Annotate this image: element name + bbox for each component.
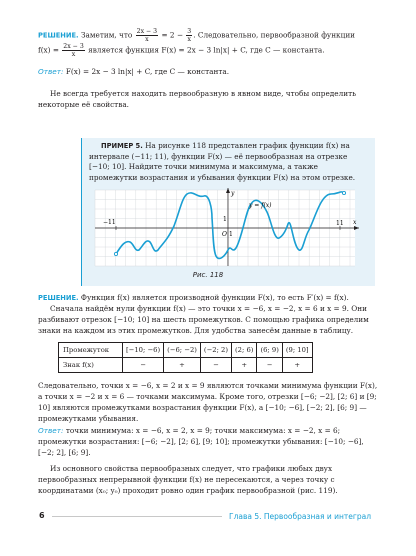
curve-start-point: [114, 252, 117, 255]
function-graph: [91, 188, 363, 268]
table-cell: −: [257, 358, 282, 373]
example-text: ПРИМЕР 5. На рисунке 118 представлен график функции f(x) на интервале (−11; 11), функции F(x) — её первообразная на отрезке [−10; 10]. Найдите точки минимума и максимума, а также промежутки возрастания и убывания функции F(x) на этом отрезке.: [89, 141, 356, 182]
table-row-header: Промежуток: [59, 343, 123, 358]
solution-1: РЕШЕНИЕ. Заметим, что $\frac{2x - 3}{x}$ = 2 − $\frac{3}{x}$ . Следовательно, первообразной функции f(x) = $\frac{2x - 3}{x}$ является функция F(x) = 2x − 3 ln|x| + C, где C — константа.: [38, 28, 356, 58]
label-11: 11: [336, 220, 344, 227]
table-cell: +: [164, 358, 201, 373]
label-1y: 1: [223, 216, 227, 223]
solution-label: РЕШЕНИЕ.: [38, 31, 79, 40]
solution-label: РЕШЕНИЕ.: [38, 294, 79, 302]
chapter-title: Глава 5. Первообразная и интеграл: [229, 512, 371, 521]
answer-2: Ответ: точки минимума: x = −6, x = 2, x = 9; точки максимума: x = −2, x = 6; промежутки возрастания: [−6; −2], [2; 6], [9; 10]; промежутки убывания: [−10; −6], [−2; 2], [6; 9].: [38, 426, 364, 457]
table-cell: (9; 10]: [282, 343, 312, 358]
intro-paragraph: Не всегда требуется находить первообразную в явном виде, чтобы определить некоторые её свойства.: [38, 89, 357, 109]
label-x-axis: x: [353, 219, 357, 226]
answer-label: Ответ:: [38, 426, 64, 435]
label-neg11: −11: [103, 219, 116, 226]
table-cell: (−6; −2): [164, 343, 201, 358]
function-label: y = f(x): [249, 202, 272, 209]
figure-caption: Рис. 118: [192, 271, 224, 279]
page-number: 6: [39, 511, 45, 520]
label-1x: 1: [229, 231, 233, 238]
table-cell: (−2; 2): [200, 343, 231, 358]
footer-divider: [52, 516, 222, 517]
table-cell: (6; 9): [257, 343, 282, 358]
table-row-header: Знак f(x): [59, 358, 123, 373]
label-y-axis: y: [231, 190, 235, 197]
table-cell: (2; 6): [232, 343, 257, 358]
table-cell: +: [282, 358, 312, 373]
table-row: [59, 343, 313, 358]
table-cell: [−10; −6): [123, 343, 164, 358]
fraction: $\frac{3}{x}$: [187, 28, 192, 43]
table-cell: −: [200, 358, 231, 373]
curve-end-point: [342, 191, 345, 194]
zeros-paragraph: Сначала найдём нули функции f(x) — это точки x = −6, x = −2, x = 6 и x = 9. Они разбивают отрезок [−10; 10] на шесть промежутков. С помощью графика определим знаки на каждом из этих промежутков. Для удобства занесём данные в таблицу.: [38, 304, 369, 335]
example-label: ПРИМЕР 5.: [101, 142, 143, 150]
fraction: $\frac{2x - 3}{x}$: [63, 43, 84, 58]
table-cell: +: [232, 358, 257, 373]
table-row: [59, 358, 313, 373]
answer-1: Ответ: F(x) = 2x − 3 ln|x| + C, где C — константа.: [38, 67, 230, 76]
conclusion-paragraph: Следовательно, точки x = −6, x = 2 и x = 9 являются точками минимума функции F(x), а точки x = −2 и x = 6 — точками максимума. Кроме того, отрезки [−6; −2], [2; 6] и [9; 10] являются промежутками возрастания функции F(x), а [−10; −6], [−2; 2], [6; 9] — промежутками убывания.: [38, 381, 378, 423]
sign-table: [58, 342, 313, 373]
label-origin: O: [222, 231, 227, 238]
solution-2: РЕШЕНИЕ. Функция f(x) является производной функции F(x), то есть F′(x) = f(x).: [38, 293, 349, 302]
x-axis-arrow: [354, 226, 359, 230]
answer-label: Ответ:: [38, 67, 64, 76]
table-cell: −: [123, 358, 164, 373]
final-paragraph: Из основного свойства первообразных следует, что графики любых двух первообразных непрерывной функции f(x) не пересекаются, а через точку с координатами (x₀; y₀) проходит ровно один график первообразной (рис. 119).: [38, 464, 338, 495]
fraction: $\frac{2x - 3}{x}$: [136, 28, 158, 43]
